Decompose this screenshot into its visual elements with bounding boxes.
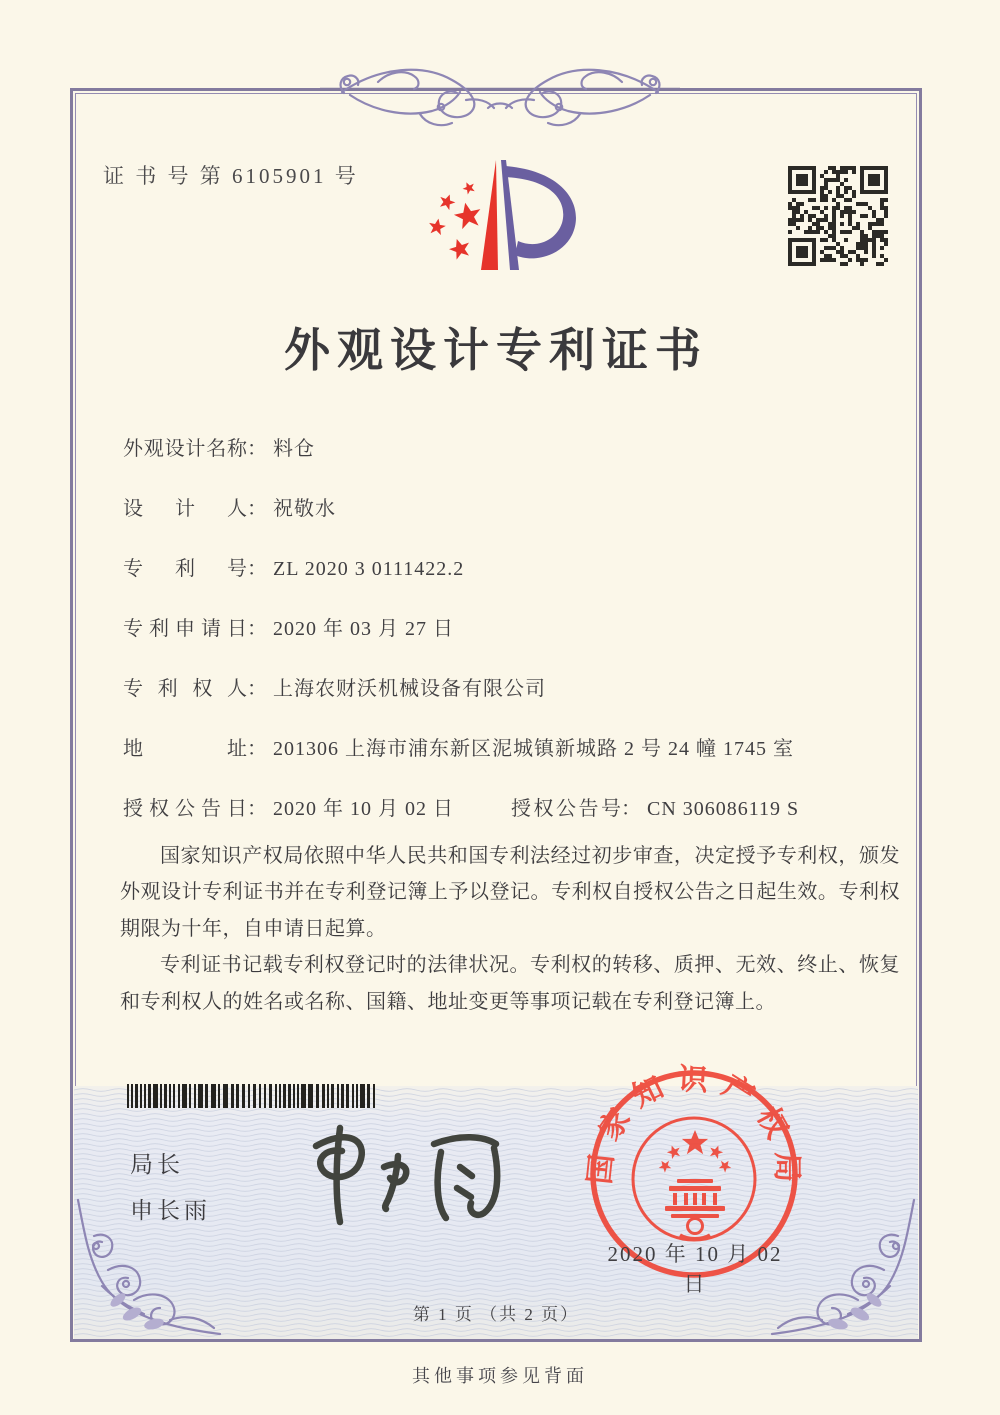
- field-value: 料仓: [273, 438, 315, 460]
- field-patentee: 专利权人： 上海农财沃机械设备有限公司: [123, 672, 546, 701]
- signer-title: 局长: [130, 1151, 184, 1177]
- field-value: 祝敬水: [273, 498, 336, 520]
- top-scroll-ornament: [320, 52, 680, 144]
- field-design-name: 外观设计名称： 料仓: [123, 432, 315, 461]
- field-label: 专利申请日: [123, 618, 247, 640]
- back-side-note: 其他事项参见背面: [412, 1366, 588, 1386]
- legal-text-block: [120, 838, 900, 1020]
- barcode: [127, 1084, 380, 1108]
- qr-code: [788, 166, 888, 266]
- field-value: 2020 年 03 月 27 日: [273, 618, 454, 640]
- field-grant-number: 授权公告号： CN 306086119 S: [511, 792, 799, 821]
- seal-date: 2020 年 10 月 02 日: [607, 1242, 783, 1296]
- logo-stars: [427, 180, 483, 261]
- director-signature: [278, 1112, 513, 1237]
- page-indicator: 第 1 页 （共 2 页）: [412, 1305, 580, 1324]
- certificate-number: 证 书 号 第 6105901 号: [103, 164, 359, 188]
- field-label: 外观设计名称: [123, 438, 247, 460]
- field-patent-number: 专利号： ZL 2020 3 0111422.2: [123, 552, 464, 581]
- field-value: 上海农财沃机械设备有限公司: [273, 678, 546, 700]
- cnipa-logo: [415, 146, 605, 286]
- field-designer: 设计人： 祝敬水: [123, 492, 336, 521]
- field-address: 地址： 201306 上海市浦东新区泥城镇新城路 2 号 24 幢 1745 室: [123, 732, 794, 761]
- field-application-date: 专利申请日： 2020 年 03 月 27 日: [123, 612, 454, 641]
- field-label: 专利号: [123, 558, 247, 580]
- field-grant-date: 授权公告日： 2020 年 10 月 02 日 授权公告号： CN 306086119 S: [123, 792, 454, 821]
- signer-name: 申长雨: [130, 1197, 211, 1223]
- certificate-title: 外观设计专利证书: [284, 325, 708, 376]
- legal-paragraph-1: 国家知识产权局依照中华人民共和国专利法经过初步审查，决定授予专利权，颁发外观设计专利证书并在专利登记簿上予以登记。专利权自授权公告之日起生效。专利权期限为十年，自申请日起算。: [120, 845, 900, 940]
- field-value: ZL 2020 3 0111422.2: [273, 558, 465, 580]
- field-label: 授权公告号: [511, 798, 621, 820]
- legal-paragraph-2: 专利证书记载专利权登记时的法律状况。专利权的转移、质押、无效、终止、恢复和专利权人的姓名或名称、国籍、地址变更等事项记载在专利登记簿上。: [120, 954, 900, 1013]
- field-label: 专利权人: [123, 678, 247, 700]
- field-label: 授权公告日: [123, 798, 247, 820]
- field-value: CN 306086119 S: [647, 798, 800, 820]
- national-emblem: [633, 1118, 755, 1240]
- field-label: 地址: [123, 738, 247, 760]
- field-value: 2020 年 10 月 02 日: [273, 798, 454, 820]
- seal-arc-label: 国家知识产权局: [583, 1062, 804, 1195]
- field-value: 201306 上海市浦东新区泥城镇新城路 2 号 24 幢 1745 室: [273, 738, 794, 760]
- field-label: 设计人: [123, 498, 247, 520]
